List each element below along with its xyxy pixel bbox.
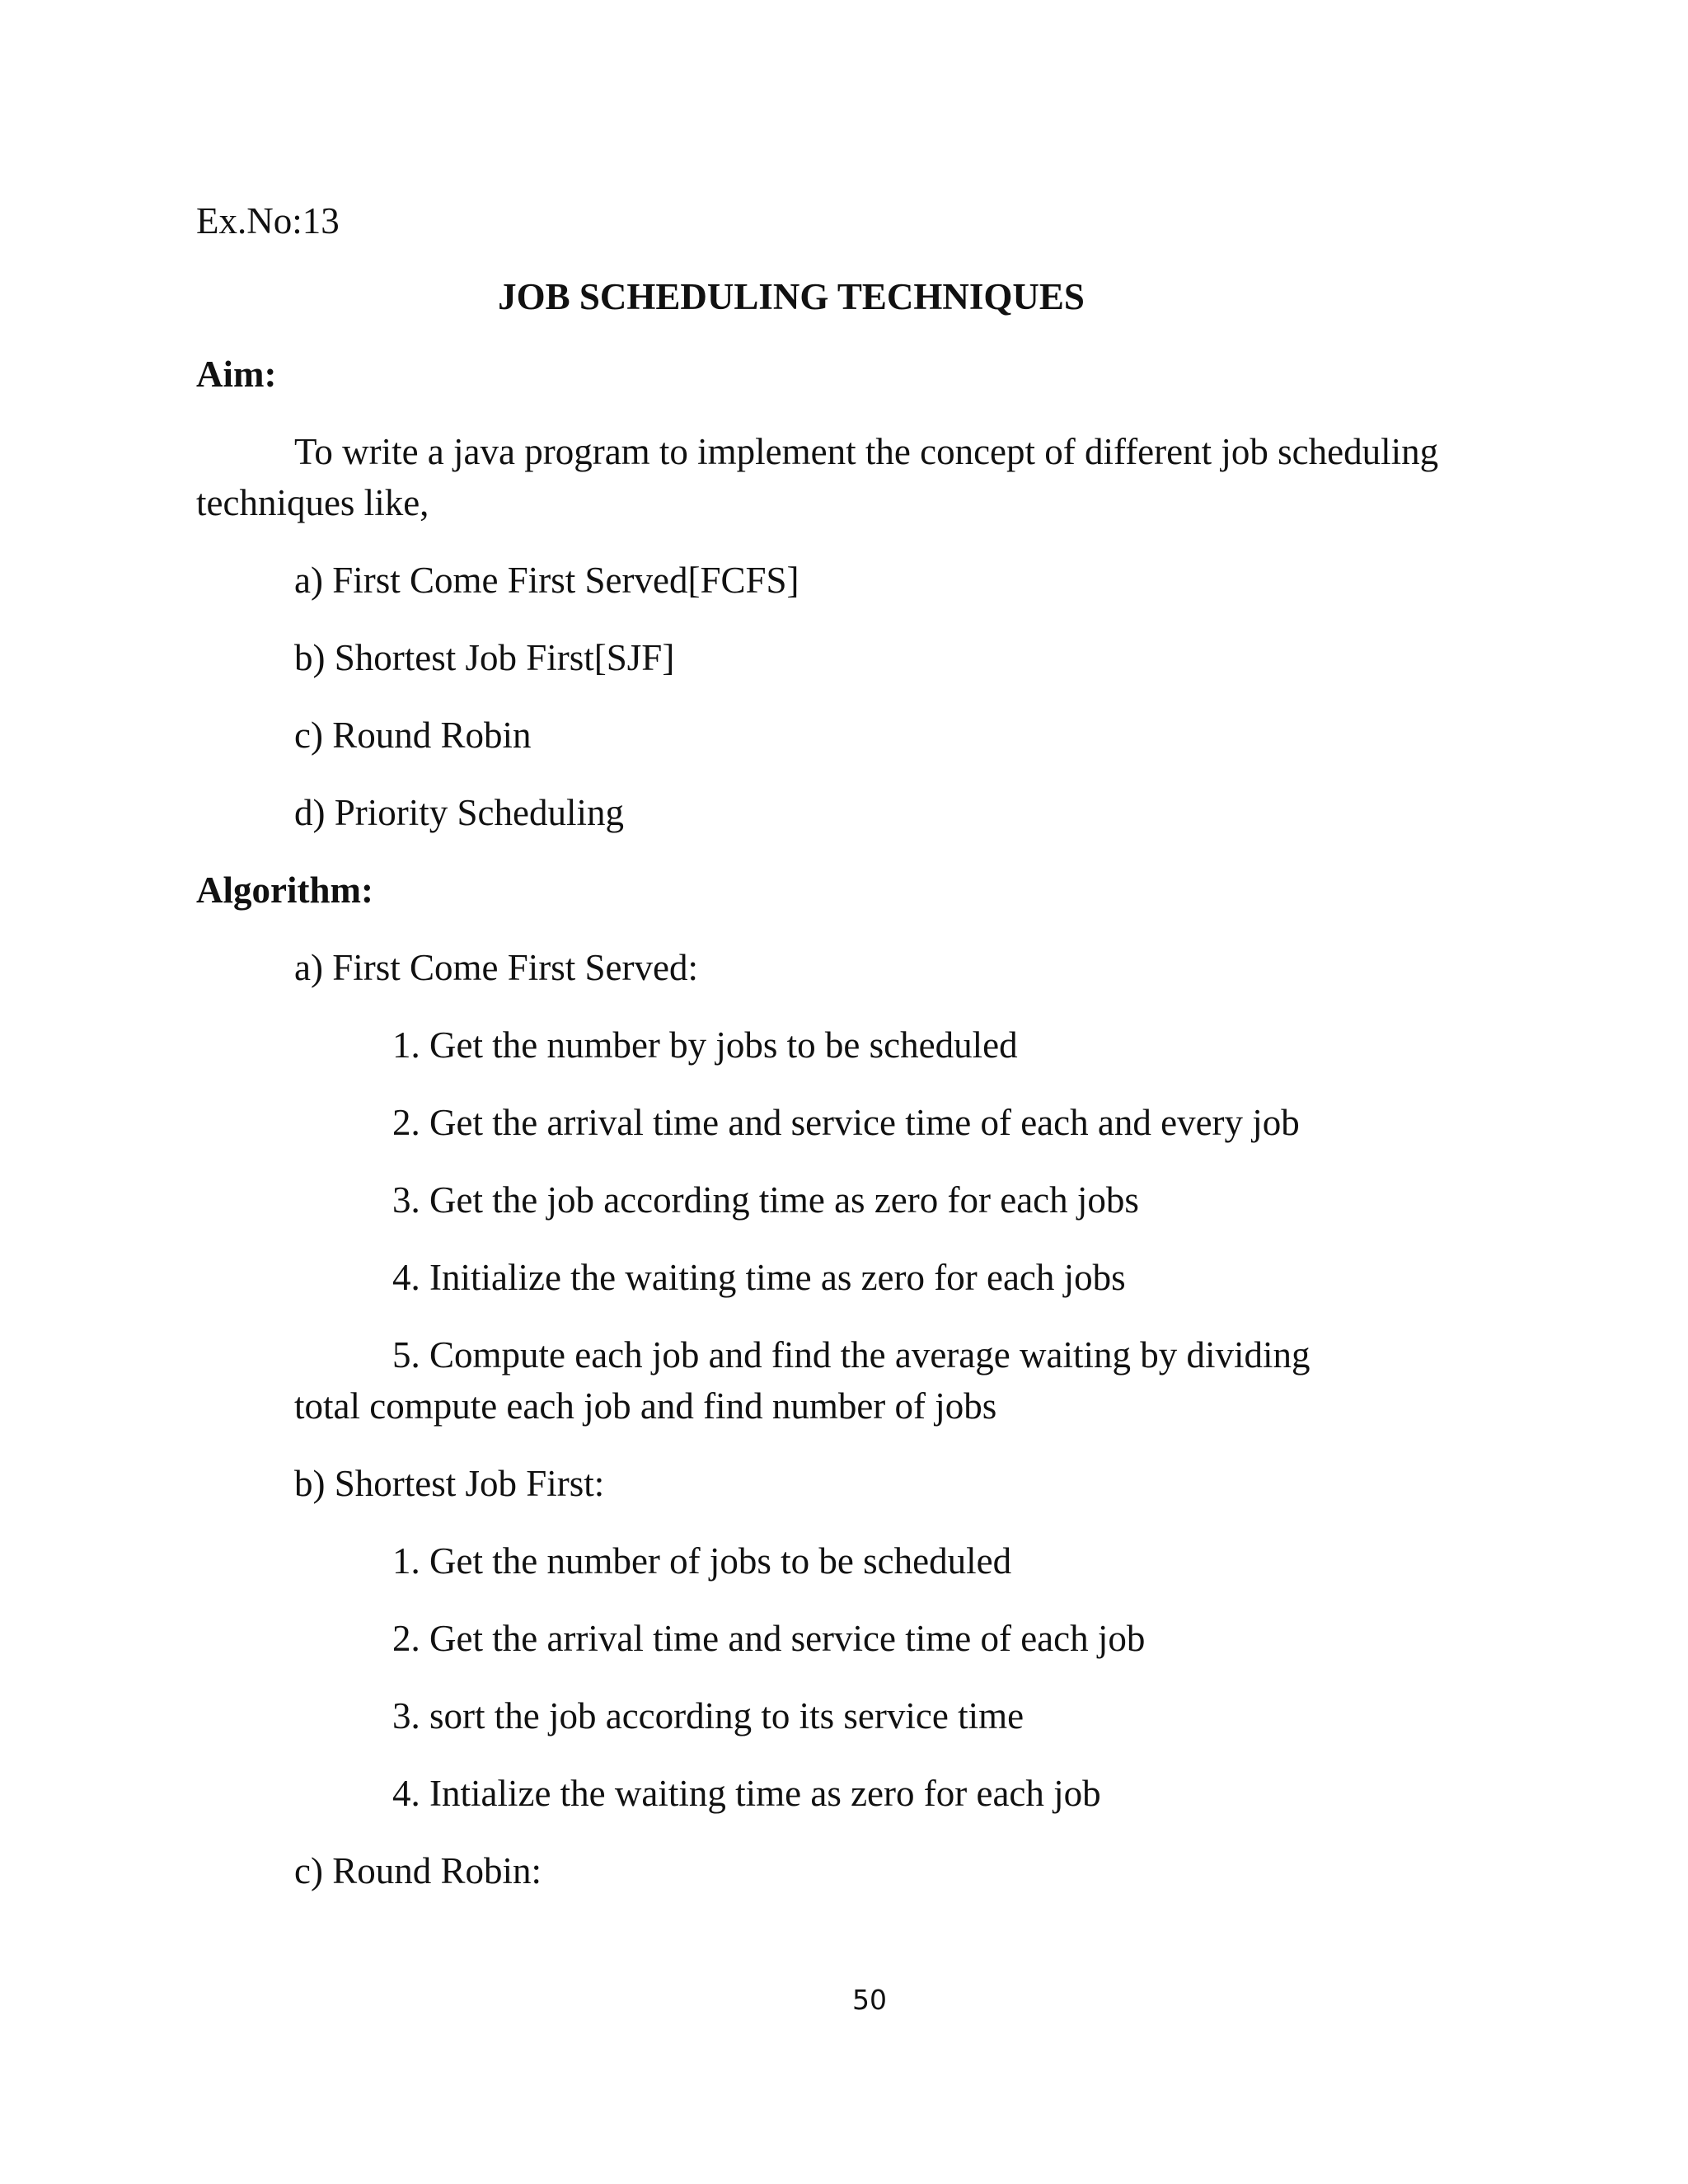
page-title: JOB SCHEDULING TECHNIQUES [498, 276, 1085, 317]
aim-item-sjf: b) Shortest Job First[SJF] [294, 637, 675, 678]
sjf-step-2: 2. Get the arrival time and service time of each job [392, 1618, 1146, 1659]
fcfs-step-2: 2. Get the arrival time and service time of each and every job [392, 1102, 1300, 1143]
fcfs-step-4: 4. Initialize the waiting time as zero for each jobs [392, 1257, 1126, 1298]
fcfs-step-5: 5. Compute each job and find the average waiting by dividing [392, 1334, 1311, 1376]
fcfs-heading: a) First Come First Served: [294, 947, 698, 988]
fcfs-step-1: 1. Get the number by jobs to be scheduled [392, 1024, 1018, 1066]
aim-heading: Aim: [196, 354, 277, 395]
aim-text-line2: techniques like, [196, 482, 429, 523]
fcfs-step-5-continuation: total compute each job and find number of jobs [294, 1385, 997, 1427]
aim-item-round-robin: c) Round Robin [294, 715, 532, 756]
page-number: 50 [852, 1984, 887, 2016]
exercise-number: Ex.No:13 [196, 200, 340, 241]
sjf-step-4: 4. Intialize the waiting time as zero for each job [392, 1773, 1101, 1814]
fcfs-step-3: 3. Get the job according time as zero for each jobs [392, 1179, 1139, 1221]
sjf-step-3: 3. sort the job according to its service time [392, 1695, 1025, 1736]
aim-item-priority: d) Priority Scheduling [294, 792, 624, 833]
round-robin-heading: c) Round Robin: [294, 1850, 542, 1891]
sjf-step-1: 1. Get the number of jobs to be scheduled [392, 1540, 1012, 1582]
aim-item-fcfs: a) First Come First Served[FCFS] [294, 560, 799, 601]
algorithm-heading: Algorithm: [196, 869, 373, 911]
sjf-heading: b) Shortest Job First: [294, 1463, 605, 1504]
aim-text-line1: To write a java program to implement the concept of different job scheduling [294, 431, 1439, 472]
